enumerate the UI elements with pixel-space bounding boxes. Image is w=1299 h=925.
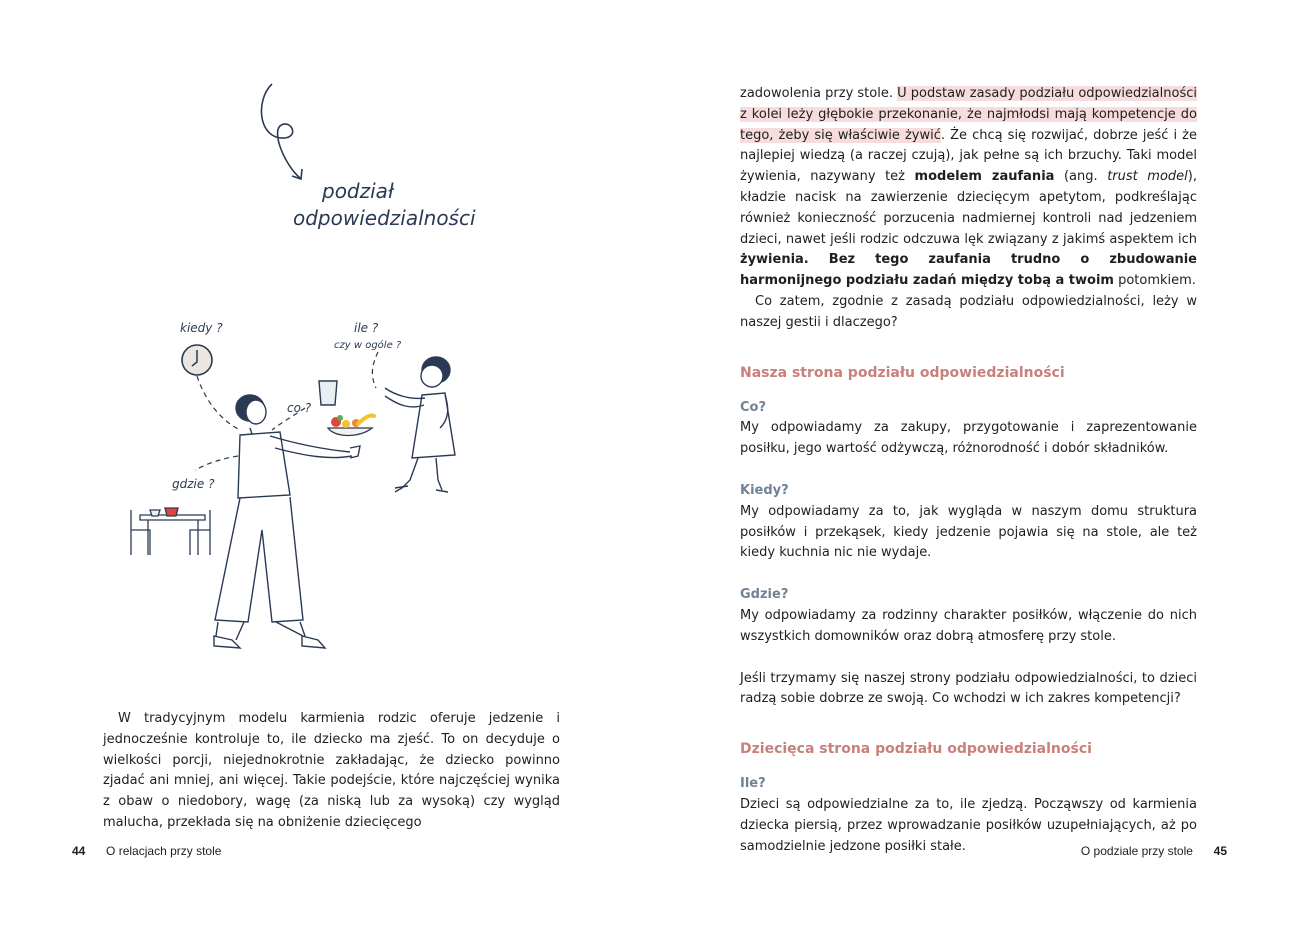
illustration-title-line2: odpowiedzialności: [293, 206, 476, 230]
section-heading-child: Dziecięca strona podziału odpowiedzialności: [740, 741, 1092, 758]
section-heading-ours: Nasza strona podziału odpowiedzialności: [740, 364, 1065, 381]
label-gdzie: gdzie ?: [172, 477, 215, 491]
illustration-title-line1: podział: [322, 179, 394, 203]
illustration: [0, 0, 650, 680]
right-footer: [1081, 844, 1227, 858]
label-kiedy: kiedy ?: [180, 321, 223, 335]
label-ile: ile ?: [354, 321, 379, 335]
clock-icon: [182, 345, 212, 375]
answer-co: My odpowiadamy za zakupy, przygotowanie i zaprezentowanie posiłku, jego wartość odżywczą, różnorodność i dobór składników.: [740, 420, 1197, 457]
left-footer: [72, 844, 221, 858]
question-kiedy: Kiedy?: [740, 482, 789, 498]
section-closing: Jeśli trzymamy się naszej strony podziału odpowiedzialności, to dzieci radzą sobie dobrze ze swoją. Co wchodzi w ich zakres kompetencji?: [740, 670, 1197, 707]
right-text-column: [740, 84, 1197, 857]
answer-ile: Dzieci są odpowiedzialne za to, ile zjedzą. Począwszy od karmienia dziecka piersią, przez wprowadzanie posiłków uzupełniających, aż po samodzielnie jedzone posiłki stałe.: [740, 796, 1197, 854]
answer-kiedy: My odpowiadamy za to, jak wygląda w naszym domu struktura posiłków i przekąsek, kiedy jedzenie pojawia się na stole, ale też kiedy kuchnia nic nie wydaje.: [740, 503, 1197, 561]
label-co: co ?: [287, 401, 312, 415]
question-ile: Ile?: [740, 776, 766, 792]
paragraph-intro: zadowolenia przy stole. U podstaw zasady podziału odpowiedzialności z kolei leży głębokie przekonanie, że najmłodsi mają kompetencje do tego, żeby się właściwie żywić. Że chcą się rozwijać, dobrze jeść i że najlepiej wiedzą (a raczej czują), jak pełne są ich brzuchy. Taki model żywienia, nazywany też modelem zaufania (ang. trust model), kładzie nacisk na zawierzenie dziecięcym apetytom, podkreślając również konieczność porzucenia nadmiernej kontroli nad jedzeniem dzieci, nawet jeśli rodzic odczuwa lęk związany z jakimś aspektem ich żywienia. Bez tego zaufania trudno o zbudowanie harmonijnego podziału zadań między tobą a twoim potomkiem.: [740, 86, 1197, 289]
fruit-bowl-icon: [328, 415, 374, 436]
table-chairs-icon: [131, 508, 210, 555]
answer-gdzie: My odpowiadamy za rodzinny charakter posiłków, włączenie do nich wszystkich domowników oraz dobrą atmosferę przy stole.: [740, 607, 1197, 644]
page-number: 45: [1213, 844, 1227, 858]
question-gdzie: Gdzie?: [740, 587, 789, 603]
paragraph-question: Co zatem, zgodnie z zasadą podziału odpowiedzialności, leży w naszej gestii i dlaczego?: [740, 293, 1197, 330]
child-figure: [385, 357, 455, 492]
curly-arrow-icon: [261, 84, 300, 178]
left-paragraph-block: [103, 709, 560, 834]
page-number: 44: [72, 844, 86, 858]
glass-icon: [319, 381, 337, 405]
label-czy-w-ogole: czy w ogóle ?: [334, 340, 402, 351]
highlighted-text: U podstaw zasady podziału odpowiedzialności z kolei leży głębokie przekonanie, że najmłodsi mają kompetencje do tego, żeby się właściwie żywić: [740, 86, 1197, 143]
question-co: Co?: [740, 399, 767, 415]
left-paragraph: W tradycyjnym modelu karmienia rodzic oferuje jedzenie i jednocześnie kontroluje to, ile dziecko ma zjeść. To on decyduje o wielkości porcji, niejednokrotnie zakładając, że dziecko powinno zjadać ani mniej, ani więcej. Takie podejście, które najczęściej wynika z obaw o niedobory, wagę (za niską lub za wysoką) czy wygląd malucha, przekłada się na obniżenie dziecięcego: [103, 711, 560, 830]
running-head: O podziale przy stole: [1080, 844, 1193, 858]
right-page: [650, 0, 1299, 925]
running-head: O relacjach przy stole: [106, 844, 222, 858]
